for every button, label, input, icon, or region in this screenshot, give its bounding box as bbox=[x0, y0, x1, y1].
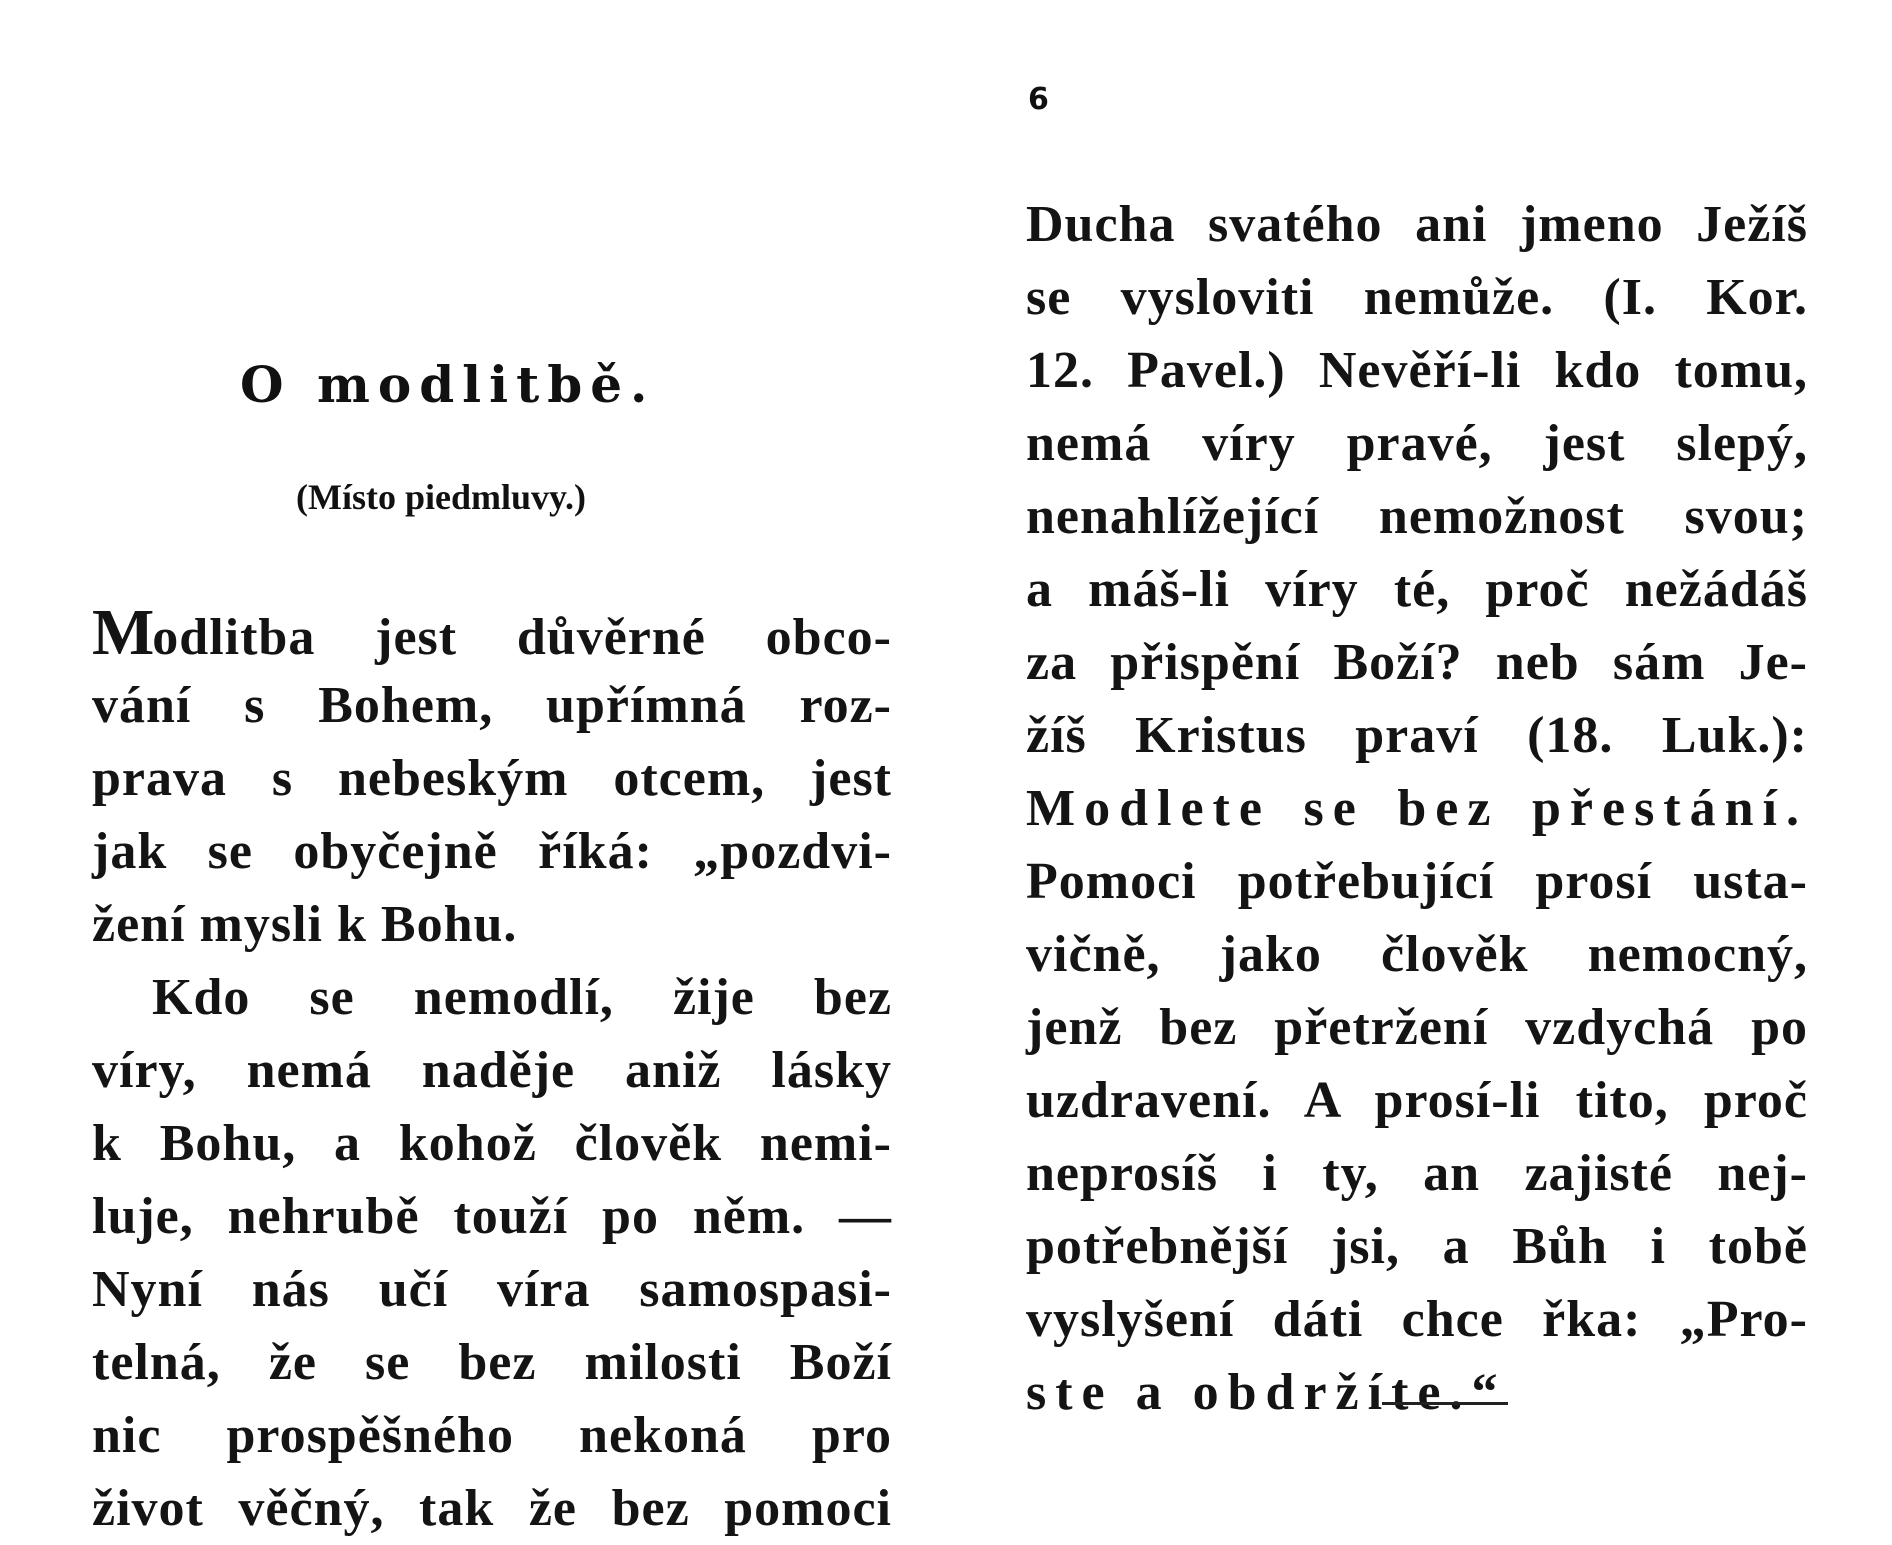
chapter-title: O modlitbě. bbox=[240, 355, 656, 414]
text-line: nenahlížející nemožnost svou; bbox=[1026, 488, 1808, 545]
text-line: nic prospěšného nekoná pro bbox=[92, 1407, 892, 1464]
text-line: telná, že se bez milosti Boží bbox=[92, 1334, 892, 1391]
text-line: se vysloviti nemůže. (I. Kor. bbox=[1026, 269, 1808, 326]
drop-cap: M bbox=[92, 596, 153, 669]
text-line: jenž bez přetržení vzdychá po bbox=[1026, 999, 1808, 1056]
right-page bbox=[946, 0, 1892, 1500]
page-number: 6 bbox=[1028, 82, 1049, 117]
text-line: Ducha svatého ani jmeno Ježíš bbox=[1026, 196, 1808, 253]
text-line bbox=[92, 596, 892, 669]
text-line: žíš Kristus praví (18. Luk.): bbox=[1026, 707, 1808, 764]
text-line-emphasis: Modlete se bez přestání. bbox=[1026, 780, 1808, 837]
text-line: vičně, jako člověk nemocný, bbox=[1026, 926, 1808, 983]
text-line: 12. Pavel.) Nevěří-li kdo tomu, bbox=[1026, 342, 1808, 399]
text-line: žení mysli k Bohu. bbox=[92, 896, 518, 953]
text-line: za přispění Boží? neb sám Je- bbox=[1026, 634, 1808, 691]
left-page bbox=[0, 0, 946, 1537]
text-line: Nyní nás učí víra samospasi- bbox=[92, 1261, 892, 1318]
text-line: uzdravení. A prosí-li tito, proč bbox=[1026, 1072, 1808, 1129]
text-line: neprosíš i ty, an zajisté nej- bbox=[1026, 1145, 1808, 1202]
text-line: jak se obyčejně říká: „pozdvi- bbox=[92, 823, 892, 880]
end-rule bbox=[1382, 1402, 1508, 1405]
text-line: Kdo se nemodlí, žije bez bbox=[152, 969, 892, 1026]
text-line: luje, nehrubě touží po něm. — bbox=[92, 1188, 892, 1245]
text-line: Pomoci potřebující prosí usta- bbox=[1026, 853, 1808, 910]
text-line: život věčný, tak že bez pomoci bbox=[92, 1480, 892, 1537]
left-body-text bbox=[92, 596, 892, 1545]
text-line-emphasis: ste a obdržíte.“ bbox=[1026, 1364, 1507, 1421]
text-line: prava s nebeským otcem, jest bbox=[92, 750, 892, 807]
text-line-content: odlitba jest důvěrné obco- bbox=[152, 609, 892, 666]
text-line: k Bohu, a kohož člověk nemi- bbox=[92, 1115, 892, 1172]
text-line: vyslyšení dáti chce řka: „Pro- bbox=[1026, 1291, 1808, 1348]
text-line: nemá víry pravé, jest slepý, bbox=[1026, 415, 1808, 472]
chapter-subtitle: (Místo piedmluvy.) bbox=[296, 477, 587, 517]
text-line: a máš-li víry té, proč nežádáš bbox=[1026, 561, 1808, 618]
text-line: vání s Bohem, upřímná roz- bbox=[92, 677, 892, 734]
text-line: víry, nemá naděje aniž lásky bbox=[92, 1042, 892, 1099]
right-body-text bbox=[1026, 188, 1808, 1429]
text-line: potřebnější jsi, a Bůh i tobě bbox=[1026, 1218, 1808, 1275]
